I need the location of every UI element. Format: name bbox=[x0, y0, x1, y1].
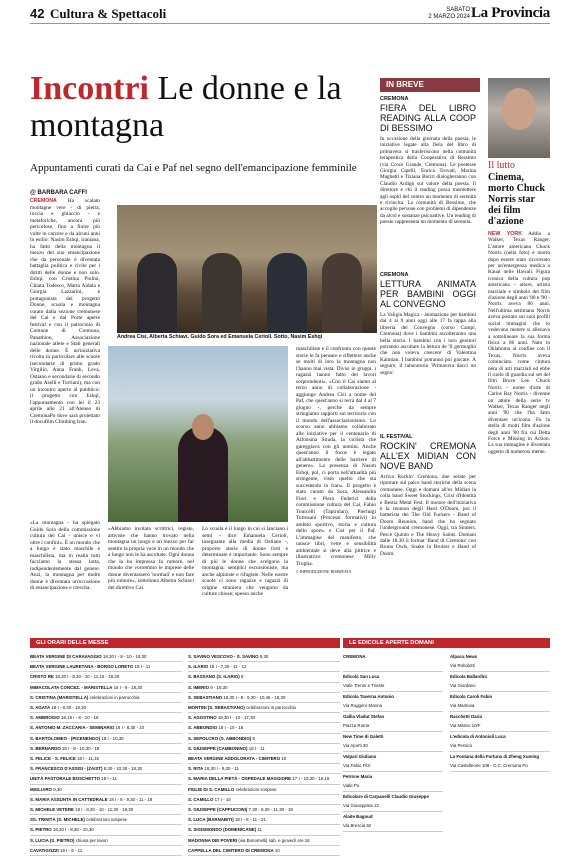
list-item-detail: 18 I - 8 - 11 - 21 bbox=[234, 817, 266, 823]
list-item-name: S. BASSANO (S. ILARIO) bbox=[188, 674, 240, 680]
brief-item bbox=[380, 272, 476, 420]
list-item bbox=[188, 815, 340, 825]
list-item-name: S. AGOSTINO bbox=[188, 715, 217, 721]
list-item bbox=[343, 712, 443, 732]
list-item-name: Edicola Ballardini bbox=[450, 674, 487, 679]
photo-person bbox=[322, 253, 362, 333]
brief-item bbox=[380, 96, 476, 266]
list-item-detail: 18 I - 8,30 - 10 bbox=[115, 725, 145, 731]
copyright-note: © RIPRODUZIONE RISERVATA bbox=[296, 569, 352, 574]
list-item bbox=[30, 683, 182, 693]
brief-title: LETTURA ANIMATA PER BAMBINI OGGI AL CONVEGNO bbox=[380, 279, 476, 309]
list-item-detail: 18,30 I - 10 - 17,30 bbox=[217, 715, 255, 721]
photo-person bbox=[202, 253, 242, 333]
byline-author: BARBARA CAFFI bbox=[37, 190, 87, 196]
photo-person bbox=[267, 253, 307, 333]
photo-caption: Andrea Cisi, Alberta Schiavi, Guido Sora ed Emanuela Cerioli. Sotto, Nasim Eshqi bbox=[117, 334, 323, 340]
masses-header: GLI ORARI DELLE MESSE bbox=[30, 638, 340, 648]
photo-person bbox=[137, 253, 177, 333]
list-item-detail: 7,30 - 9,30 - 11,30 - 18 bbox=[248, 807, 293, 813]
list-item-name: S. MARIA ASSUNTA IN CATTEDRALE bbox=[30, 796, 108, 802]
list-item-name: S. GIUSEPPE (CAPPUCCINI) bbox=[188, 807, 248, 813]
list-item-detail: Via Brescia 92 bbox=[343, 823, 372, 828]
list-item bbox=[188, 652, 340, 662]
list-item-detail: 18 I - 9 - 11 bbox=[60, 847, 83, 853]
newsstands-header: LE EDICOLE APERTE DOMANI bbox=[343, 638, 550, 648]
list-item-name: BEATA VERGINE ADDOLORATA - CIMITERO bbox=[188, 756, 281, 762]
sidebar-article bbox=[488, 160, 550, 621]
list-item-detail: 18 I - 10 - 18 bbox=[218, 725, 244, 731]
photo-face bbox=[502, 88, 536, 130]
brief-text: In occasione della giornata della poesia, le iniziative legate alla fiera del libro di primavera si trasferiscono nella comunità terapeutica della Cooperativa di Bessimo (via Croce Grande, Cremona). Le poetesse Giorgia Cipelli, Enrica Trovati, Marina Maghetti e Tiziana Boriri dialogheranno con Claudio Ardigò sul valore della poesia. Il direttore e chi il reading possa trasmettere agli ospiti del centro un momento di serenità e rivincita. La comunità di Bessimo, che accoglie persone con problemi di dipendenze da alcol e sostanze psicoattive. Un reading di poesie rappresenta un momento di serenità. bbox=[380, 136, 476, 226]
list-item bbox=[30, 846, 182, 856]
page-header bbox=[30, 6, 550, 24]
list-item bbox=[188, 795, 340, 805]
list-item bbox=[30, 744, 182, 754]
list-item-detail: 10 bbox=[281, 756, 287, 762]
list-item-detail: Piazza Roma bbox=[343, 723, 370, 728]
list-item-name: Edicola Taverna Antonio bbox=[343, 694, 394, 699]
list-item bbox=[188, 825, 340, 835]
list-item bbox=[30, 703, 182, 713]
list-item-name: S. SIGISMONDO (DOMENICANE) bbox=[188, 827, 257, 833]
list-item-detail: 18,30 I - 8,30 - 10 - 11,15 - 18,30 bbox=[55, 674, 120, 680]
list-item bbox=[343, 792, 443, 812]
list-item-detail: Via Mantova bbox=[450, 703, 475, 708]
list-item-name: S. BARTOLOMEO - (PICENENGO) bbox=[30, 735, 101, 741]
issue-date-text: 2 MARZO 2024 bbox=[428, 14, 470, 20]
list-item-detail: 11 bbox=[257, 827, 262, 833]
list-item bbox=[188, 785, 340, 795]
list-item-detail: 18 I - 8 - 10,30 - 18 bbox=[61, 745, 100, 751]
list-item-detail: Via Aporti 30 bbox=[343, 743, 368, 748]
list-item-detail: celebrazioni in parrocchia bbox=[246, 705, 296, 711]
list-item-detail: 18 I - 8 - 9,30 - 11 - 18 bbox=[108, 796, 153, 802]
list-item-detail: 10 bbox=[274, 847, 280, 853]
list-item bbox=[30, 652, 182, 662]
brief-city: IL FESTIVAL bbox=[380, 434, 413, 440]
list-item-name: CRISTO RE bbox=[30, 674, 54, 680]
list-item bbox=[450, 652, 550, 672]
list-item-detail: celebrazioni in parrocchia bbox=[89, 694, 140, 700]
list-item bbox=[343, 812, 443, 832]
list-item bbox=[450, 692, 550, 712]
list-item bbox=[188, 703, 340, 713]
list-item-name: S. GIUSEPPE (CAMBONINO) bbox=[188, 745, 248, 751]
list-item bbox=[188, 662, 340, 672]
list-item bbox=[30, 734, 182, 744]
issue-date bbox=[428, 7, 470, 21]
article-text-1: Ha scalato montagne vere - di pietra, roccia e ghiaccio - e metaforiche, ancora più pericolose, fino a finire più volte in carcere e da alcuni anni in esilio: Nasim Eshqi, iraniana, ha fatto della montagna il mezzo del suo emancipazione che da personale è diventata battaglia politica e civile per i diritti delle donne e non solo. Eshqi, con Cristina Piolini, Chiara Todesco, Marta Aidala e Giorgia Lazzarini, è protagonista del progetto Donne, scuola e montagna curato dalla sezione cremonese del Cai e dal Porte aperte festival e con il patrocinio di Comune di Cremona, Panathlon, Associazione nazionale atlete e Stati generali delle donne. È un'iniziativa rivolta in particolare alle scuole (secondarie di primo grado Virgilio, Anna Frank, Leva, Ostiano e secondarie di secondo grado Aselli e Torriani), ma con un incontro aperto al pubblico: il progetto con Eshqi, l'appuntamento con lei il 23 aprile alle 21 all'Ateneo di CremonaPo dove sarà proiettato il docufilm Climbing Iran. bbox=[30, 198, 100, 425]
list-item-name: L'edicola di Antonioli Luca bbox=[450, 734, 506, 739]
article-dateline: CREMONA bbox=[30, 198, 57, 204]
list-item-detail: Via Persico bbox=[450, 743, 473, 748]
list-item-name: S. SEBASTIANO bbox=[188, 694, 223, 700]
masses-list-right bbox=[188, 652, 340, 856]
list-item-name: MIGLIARO bbox=[30, 786, 52, 792]
brief-text: Arriva Rockin' Cremona, due serate per riportare sul palco band storiche della scena cremonese. Oggi e domani all'ex Midian la colla band Sweet Stockings, Crisi d'Identità e Bestia Metal Fest. Il motore dell'iniziativa è la reunion degli Hard O'Doom, poi il batterista dei The Old Fuckers - Band of Doom Reunion, band che ha segnato l'underground cremonese. Oggi, tra Sinners, Pesce Quinto e The Heavy Saints. Domani dalle 18.30 il format 'Band di Cremona' con Bruno Owls, Snake in Bruiser e Hand of Doom. bbox=[380, 474, 476, 557]
list-item-name: CAPPELLA DEL CIMITERO DI CREMONA bbox=[188, 847, 274, 853]
list-item-detail: 18 I - 8,30 - 10 - 11,30 - 18,30 bbox=[75, 807, 134, 813]
list-item bbox=[30, 662, 182, 672]
list-item bbox=[450, 712, 550, 732]
list-item-detail: Via Milano 10/F bbox=[450, 723, 481, 728]
list-item bbox=[188, 805, 340, 815]
list-item-name: Alaite Bagoud bbox=[343, 814, 373, 819]
list-item-name: SS. TRINITÀ (S. MICHELE) bbox=[30, 817, 85, 823]
brief-item bbox=[380, 434, 476, 624]
brief-city: CREMONA bbox=[380, 96, 409, 102]
brief-text: La Valigia Magica - animazione per bambini dai 4 ai 9 anni oggi alle 17 fa tappa alla libreria del Convegno (corso Campi, Cremona) dove i bambini ascolteranno una bella storia. I bambini con i loro genitori potranno ascoltare la lettura de 'Il germoglio che non voleva crescere' di Valentina Kalmian. I bambini potranno poi giocare. A seguire, il laboratorio 'Primavera dacci un segno'. bbox=[380, 312, 476, 376]
list-item bbox=[343, 772, 443, 792]
article-column-3: Lo scuola è il luogo in cui si lanciano i semi - dice Emanuela Cerioli, insegnante alla media di Ostiano -, proporre storie di donne forti e determinate è importante. Sono sempre di più le donne che scelgono la montagna: semplici escursioniste, ma anche alpiniste e rifugiste. Nelle nostre scuole ci sono ragazze e ragazzi di origine straniera che vengono da culture chiuse; spesso anche bbox=[202, 526, 288, 597]
article-column-1b: «La montagna - ha spiegato Guido Sora della commissione cultura del Cai - unisce e vi oltre i confini». È un mondo che a lungo è stato maschile e maschilista, ma in realtà tutti facciamo la stessa lotta, indipendentemente dal genere. Anzi, la montagna per molte donne è diventata un'occasione di emancipazione e crescita. bbox=[30, 520, 100, 591]
photo-nasim-eshqi bbox=[108, 346, 288, 522]
list-item bbox=[188, 774, 340, 784]
list-item bbox=[188, 846, 340, 856]
list-item bbox=[188, 734, 340, 744]
newspaper-logo: La Provincia bbox=[470, 5, 550, 21]
list-item-detail: 9,30 bbox=[259, 654, 269, 659]
photo-figure bbox=[178, 426, 228, 522]
article-column-2: «Abbiamo invitato scrittrici, registe, attiviste che hanno trovato nella montagna un luogo e un mezzo per far sentire la propria voce in un mondo che a lungo non le ha ascoltate. Ogni donna che la ha impressa fa rumore, nel mondo che vorremmo le imprese delle donne diventassero 'normali' e non fare più rumore», sottolinea Alberta Schiavi del direttivo Cai. bbox=[108, 526, 194, 591]
list-item bbox=[30, 672, 182, 682]
list-item-detail: 18 I - 11 bbox=[134, 664, 151, 670]
list-item-name: MORTINI (S. SEBASTIANO) bbox=[188, 705, 245, 711]
list-item-name: S. RITA bbox=[188, 766, 204, 772]
list-item-detail: chiusa per lavori bbox=[75, 837, 108, 843]
list-item bbox=[30, 785, 182, 795]
list-item-detail: Via Fabio Filzi bbox=[343, 763, 371, 768]
list-item bbox=[30, 815, 182, 825]
list-item-detail: 17 I - 10,30 - 16,15 bbox=[292, 776, 330, 782]
brief-title: FIERA DEL LIBRO READING ALLA COOP DI BESSIMO bbox=[380, 103, 476, 133]
issue-day: SABATO bbox=[446, 7, 470, 13]
list-item-name: S. FRANCESCO D'ASSISI - (ZAIST) bbox=[30, 766, 103, 772]
list-item-name: S. CAMILLO bbox=[188, 796, 214, 802]
list-item bbox=[30, 836, 182, 846]
list-item-name: S. PIETRO bbox=[30, 827, 52, 833]
list-item-name: S. ANTONIO M. ZACCARIA - SEMINARIO bbox=[30, 725, 115, 731]
list-item-detail: Viale Trento e Trieste bbox=[343, 683, 385, 688]
list-item-detail: 9 bbox=[240, 674, 244, 680]
list-item-name: UNITÀ PASTORALE BOSCHETTO bbox=[30, 776, 101, 782]
list-item-name: CREMONA bbox=[343, 654, 366, 659]
list-item-name: BEATA VERGINE DI CARAVAGGIO bbox=[30, 654, 102, 659]
list-item-name: Petrone Maria bbox=[343, 774, 373, 779]
list-item-detail: 18,15 I - 8 - 10 - 18 bbox=[61, 715, 99, 721]
list-item-detail: celebrazioni sospese bbox=[235, 786, 277, 792]
list-item-detail: 18 I - 10,30 bbox=[101, 735, 124, 741]
list-item-name: S. AGATA bbox=[30, 705, 51, 711]
list-item bbox=[30, 764, 182, 774]
article-column-1 bbox=[30, 198, 100, 518]
list-item-detail: 18 I - 9 - 18,30 bbox=[113, 684, 143, 690]
list-item-detail: 9,30 bbox=[53, 786, 62, 792]
list-item bbox=[30, 713, 182, 723]
masses-list-left bbox=[30, 652, 182, 856]
list-item-name: Edicola Caroli Fabio bbox=[450, 694, 493, 699]
list-item-detail: 18 I - 11 bbox=[248, 745, 265, 751]
list-item-detail: 18 I - 11,15 bbox=[77, 756, 99, 762]
sidebar-kicker: Il lutto bbox=[488, 160, 515, 171]
list-item-name: BEATA VERGINE LAURETANA - BORGO LORETO bbox=[30, 664, 134, 670]
article-title: Le donne e la montagna bbox=[30, 70, 342, 144]
list-item-detail: 18 I - 11 bbox=[101, 776, 118, 782]
sidebar-title: Cinema, morto Chuck Norris star dei film d'azione bbox=[488, 172, 545, 227]
list-item-name: New Time di Galetti bbox=[343, 734, 384, 739]
list-item bbox=[450, 672, 550, 692]
list-item bbox=[188, 672, 340, 682]
list-item-detail: Via Giuseppina 12 bbox=[343, 803, 379, 808]
brief-title: ROCKIN' CREMONA ALL'EX MIDIAN CON NOVE BAND bbox=[380, 441, 476, 471]
list-item-detail: 18,30 I - 9,30 - 11 bbox=[204, 766, 239, 772]
list-item bbox=[30, 693, 182, 703]
list-item-detail: 18,30 I - 8,30 - 10,30 bbox=[52, 827, 94, 833]
list-item bbox=[30, 723, 182, 733]
article-text-4: maschiliste e il confronto con queste storie le fa pensare e riflettere anche se molti di loro la montagna non l'hanno mai vista. Divisi in gruppi, i ragazzi hanno fatto dei lavori sorprendenti». «Con il Cai siamo al terzo anno di collaborazione - aggiunge Andrea Cisi a nome del Paf, che quest'anno si terrà dal 4 al 7 giugno -, perché da sempre stringiamo rapporti sul territorio con il mondo dell'associazionismo. Lo scorso anno abbiamo collaborato alle iniziative per il centenario di Alfonsina Strada, la ciclista che gareggiava con gli uomini. Anche quest'anno il focus è legato all'abbattimento delle barriere di genere». La presenza di Nasim Eshqi, poi, ci porta nell'attualità più stringente, visto quello che sta succedendo in Iran». Il progetto è stato curato da Sora, Alessandra Fiori e Piera Federici della commissione cultura del Cai, Fabio Tonicelli (Tapirulan), Pierluigi Torresani (Processi formativi) in ambito sportivo, storia e cultura dello sport» e Cisi per il Paf. L'immagine del manifesto, che unisce libri, vette e sensibilità ambientale si deve alla pittrice e illustratrice cremonese Milly Truglia. bbox=[296, 346, 376, 567]
sidebar-text: Addio a Walker, Texas Ranger. L'attore americano Chuck Norris (nella foto) è morto dopo essere stato ricoverato per un'emergenza medica a Kauai nelle Hawaii. Figura iconica della cultura pop americana - attore, artista marziale e simbolo dei film d'azione degli anni '80 e '90 - Norris aveva 86 anni. Nell'ultima settimana Norris aveva postato sui suoi profili social immagini che lo vedevano mentre si allenava a sottolineare la sua forma fisica a 86 anni. Nato in Oklahoma al confine con il Texas, Norris aveva cominciato come cintura nera di arti marziali ed ebbe il ruolo di guardia sul set del film Bruce Lee. Chuck Norris - nome d'arte di Carlos Ray Norris - divenne un attore della serie tv Walker, Texas Ranger negli anni '90 che l'ha fatto diventare un'icona. Fu la stella di molti film d'azione degli anni '80 fra cui Delta Force e Missing in Action. La sua immagine è diventata oggetto di numerosi meme. bbox=[488, 231, 550, 455]
list-item bbox=[450, 752, 550, 772]
list-item-name: Edicola San Luca bbox=[343, 674, 380, 679]
list-item-name: S. FELICE - S. FELICE bbox=[30, 756, 76, 762]
list-item-detail: Via Giordano bbox=[450, 683, 476, 688]
list-item-name: FIGLIE DI S. CAMILLO bbox=[188, 786, 235, 792]
list-item-name: S. ABBONDIO bbox=[188, 725, 218, 731]
list-item bbox=[30, 754, 182, 764]
list-item-name: S. ILARIO bbox=[188, 664, 209, 670]
list-item-detail: 9 - 18,30 bbox=[210, 684, 228, 690]
list-item-name: S. IMERIO bbox=[188, 684, 209, 690]
list-item-detail: Viale Po bbox=[343, 783, 360, 788]
list-item bbox=[188, 836, 340, 846]
list-item-detail: Via Robolotti bbox=[450, 663, 475, 668]
list-item bbox=[450, 732, 550, 752]
list-item bbox=[343, 732, 443, 752]
list-item-detail: Via Ruggero Manna bbox=[343, 703, 382, 708]
article-kicker: Incontri bbox=[30, 70, 149, 107]
newsstands-list-left bbox=[343, 652, 443, 832]
article-column-4 bbox=[296, 346, 376, 626]
list-item-name: Racchetti Daria bbox=[450, 714, 482, 719]
list-item-detail: 18 I - 8,30 - 18,30 bbox=[51, 705, 87, 711]
list-item-detail: 18,30 I - 8 - 9,30 - 10,45 - 18,30 bbox=[223, 694, 286, 700]
list-item-name: MADONNA DEI POVERI bbox=[188, 837, 238, 843]
sidebar-dateline: NEW YORK bbox=[488, 231, 523, 237]
article-subtitle: Appuntamenti curati da Cai e Paf nel segno dell'emancipazione femminile bbox=[30, 162, 357, 174]
page-number: 42 bbox=[30, 6, 45, 21]
list-item-name: CAVATIGOZZI bbox=[30, 847, 59, 853]
list-item bbox=[343, 652, 443, 672]
list-item-name: S. BERNARDO bbox=[30, 745, 61, 751]
photo-speakers bbox=[117, 205, 377, 333]
article-byline: @ BARBARA CAFFI bbox=[30, 190, 87, 196]
list-item bbox=[188, 754, 340, 764]
sidebar-text-block bbox=[488, 231, 550, 621]
list-item-name: IMMACOLATA CONCEZ. - MARISTELLA bbox=[30, 684, 113, 690]
list-item-name: S. SEPOLCRO (S. ABBONDIO) bbox=[188, 735, 252, 741]
list-item-name: S. LUCIA (S. PIETRO) bbox=[30, 837, 75, 843]
list-item-detail: celebrazioni sospese bbox=[86, 817, 128, 823]
article-headline bbox=[30, 70, 375, 144]
list-item-detail: 18,30 I - 8 - 10 - 18,30 bbox=[102, 654, 147, 659]
list-item bbox=[30, 825, 182, 835]
section-title: Cultura & Spettacoli bbox=[50, 6, 167, 21]
list-item-name: S. MICHELE VETERE bbox=[30, 807, 74, 813]
list-item-name: S. SAVINO VESCOVO - S. SAVINO bbox=[188, 654, 259, 659]
photo-chuck-norris bbox=[488, 78, 550, 158]
list-item bbox=[30, 795, 182, 805]
list-item-name: Volpari Giuliano bbox=[343, 754, 377, 759]
list-item-name: S. MARIA DELLA PIETÀ - OSPEDALE MAGGIORE bbox=[188, 776, 292, 782]
list-item bbox=[188, 693, 340, 703]
list-item-detail: 17 I - 10 bbox=[214, 796, 231, 802]
brief-city: CREMONA bbox=[380, 272, 409, 278]
list-item-detail: Via Castelleone 108 - C.C. Cremona Po bbox=[450, 763, 528, 768]
list-item-detail: 18 I - 7,30 - 11 - 12 bbox=[209, 664, 247, 670]
list-item-name: La Fontana della Fortuna di Zheng Xuming bbox=[450, 754, 540, 759]
list-item-name: Alpaca News bbox=[450, 654, 478, 659]
list-item bbox=[343, 672, 443, 692]
list-item-name: S. AMBROGIO bbox=[30, 715, 60, 721]
photo-face bbox=[192, 414, 214, 440]
list-item-name: Edicolare di Carpanelli Claudio Giuseppe bbox=[343, 794, 429, 799]
list-item bbox=[30, 805, 182, 815]
list-item bbox=[188, 744, 340, 754]
briefs-header: IN BREVE bbox=[380, 78, 480, 92]
list-item-name: S. LUCA (BARNABITI) bbox=[188, 817, 234, 823]
list-item-name: S. CRISTINA (MARISTELLA) bbox=[30, 694, 89, 700]
list-item bbox=[188, 764, 340, 774]
newsstands-list-right bbox=[450, 652, 550, 772]
list-item-detail: (via Bonomelli) sab. e giovedì ore 16 bbox=[238, 837, 310, 843]
list-item-detail: 8 bbox=[252, 735, 255, 741]
list-item bbox=[30, 774, 182, 784]
list-item-name: Gallia Vladut Stefan bbox=[343, 714, 385, 719]
list-item bbox=[188, 723, 340, 733]
list-item bbox=[343, 692, 443, 712]
list-item bbox=[188, 713, 340, 723]
list-item bbox=[188, 683, 340, 693]
list-item-detail: 8,30 - 10,30 - 18,30 bbox=[103, 766, 143, 772]
list-item bbox=[343, 752, 443, 772]
